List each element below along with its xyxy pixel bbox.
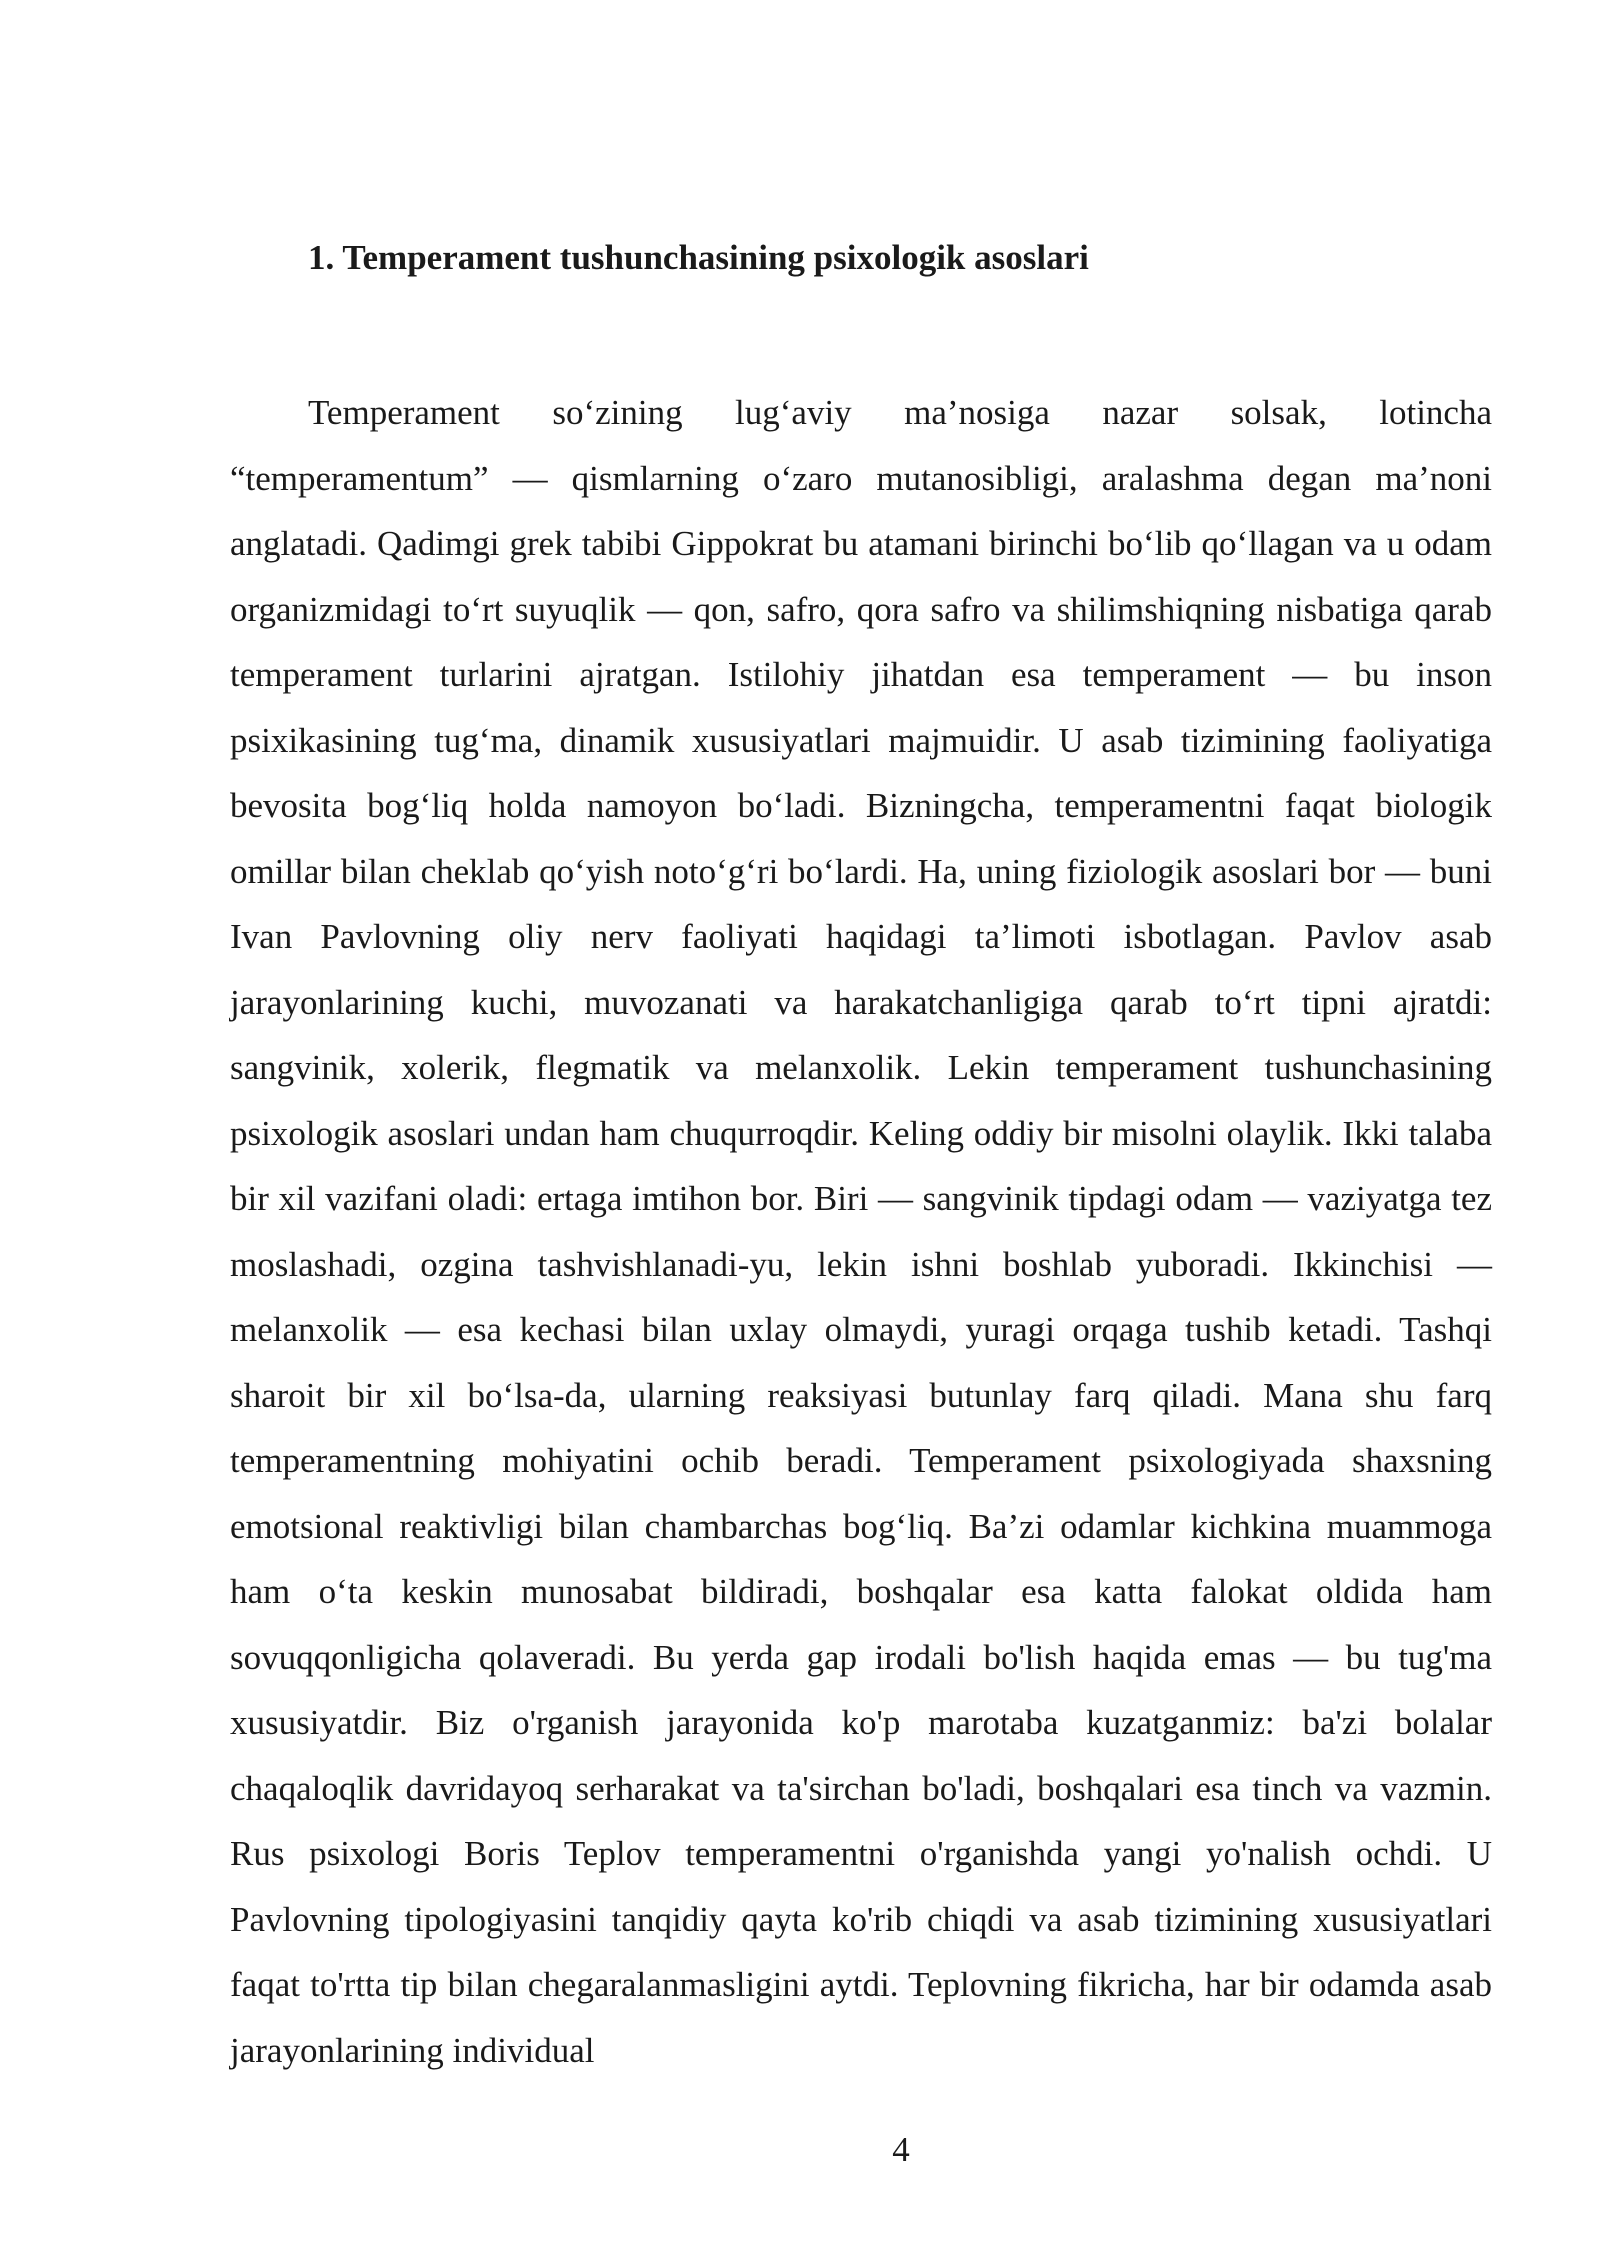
page-number: 4 <box>892 2130 910 2169</box>
body-paragraph: Temperament so‘zining lug‘aviy ma’nosiga nazar solsak, lotincha “temperamentum” — qismlarning o‘zaro mutanosibligi, aralashma degan ma’noni anglatadi. Qadimgi grek tabibi Gippokrat bu atamani birinchi bo‘lib qo‘llagan va u odam organizmidagi to‘rt suyuqlik — qon, safro, qora safro va shilimshiqning nisbatiga qarab temperament turlarini ajratgan. Istilohiy jihatdan esa temperament — bu inson psixikasining tug‘ma, dinamik xususiyatlari majmuidir. U asab tizimining faoliyatiga bevosita bog‘liq holda namoyon bo‘ladi. Bizningcha, temperamentni faqat biologik omillar bilan cheklab qo‘yish noto‘g‘ri bo‘lardi. Ha, uning fiziologik asoslari bor — buni Ivan Pavlovning oliy nerv faoliyati haqidagi ta’limoti isbotlagan. Pavlov asab jarayonlarining kuchi, muvozanati va harakatchanligiga qarab to‘rt tipni ajratdi: sangvinik, xolerik, flegmatik va melanxolik. Lekin temperament tushunchasining psixologik asoslari undan ham chuqurroqdir. Keling oddiy bir misolni olaylik. Ikki talaba bir xil vazifani oladi: ertaga imtihon bor. Biri — sangvinik tipdagi odam — vaziyatga tez moslashadi, ozgina tashvishlanadi-yu, lekin ishni boshlab yuboradi. Ikkinchisi — melanxolik — esa kechasi bilan uxlay olmaydi, yuragi orqaga tushib ketadi. Tashqi sharoit bir xil bo‘lsa-da, ularning reaksiyasi butunlay farq qiladi. Mana shu farq temperamentning mohiyatini ochib beradi. Temperament psixologiyada shaxsning emotsional reaktivligi bilan chambarchas bog‘liq. Ba’zi odamlar kichkina muammoga ham o‘ta keskin munosabat bildiradi, boshqalar esa katta falokat oldida ham sovuqqonligicha qolaveradi. Bu yerda gap irodali bo'lish haqida emas — bu tug'ma xususiyatdir. Biz o'rganish jarayonida ko'p marotaba kuzatganmiz: ba'zi bolalar chaqaloqlik davridayoq serharakat va ta'sirchan bo'ladi, boshqalari esa tinch va vazmin. Rus psixologi Boris Teplov temperamentni o'rganishda yangi yo'nalish ochdi. U Pavlovning tipologiyasini tanqidiy qayta ko'rib chiqdi va asab tizimining xususiyatlari faqat to'rtta tip bilan chegaralanmasligini aytdi. Teplovning fikricha, har bir odamda asab jarayonlarining individual <box>230 393 1492 2070</box>
section-heading: 1. Temperament tushunchasining psixologik asoslari <box>308 238 1089 277</box>
